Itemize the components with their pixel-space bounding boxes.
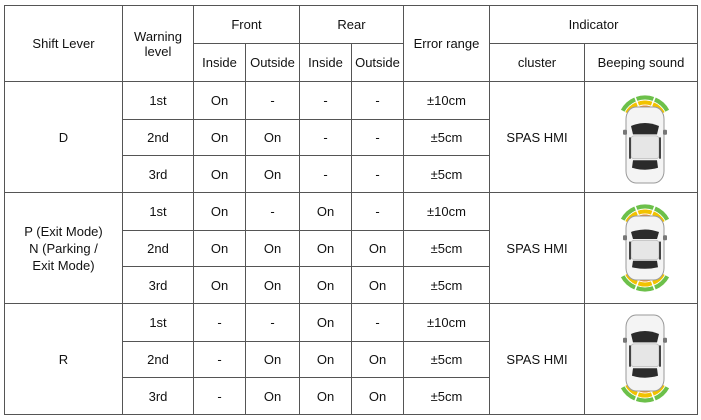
- cluster-cell: SPAS HMI: [490, 82, 585, 193]
- beeping-sound-indicator: [585, 82, 698, 193]
- cluster-cell: SPAS HMI: [490, 304, 585, 415]
- shift-lever-line: Exit Mode): [32, 257, 95, 273]
- warning-level-cell: 1st: [123, 82, 194, 120]
- error-range-cell: ±10cm: [404, 193, 490, 231]
- car-sensor-front-rear-icon: [585, 196, 698, 300]
- warning-level-cell: 2nd: [123, 342, 194, 378]
- front-outside-cell: On: [246, 267, 300, 304]
- header-cluster: cluster: [490, 44, 585, 82]
- car-top-view: [623, 315, 667, 391]
- rear-outside-cell: On: [352, 378, 404, 415]
- shift-lever-line: R: [58, 351, 69, 367]
- rear-outside-cell: On: [352, 267, 404, 304]
- rear-inside-cell: On: [300, 231, 352, 267]
- header-warning-level: Warning level: [123, 6, 194, 82]
- rear-outside-cell: -: [352, 193, 404, 231]
- rear-inside-cell: On: [300, 193, 352, 231]
- table-row: [5, 304, 698, 342]
- front-outside-cell: -: [246, 82, 300, 120]
- front-inside-cell: On: [194, 120, 246, 156]
- header-error-range: Error range: [404, 6, 490, 82]
- car-top-view: [623, 216, 667, 280]
- rear-inside-cell: -: [300, 82, 352, 120]
- error-range-cell: ±5cm: [404, 120, 490, 156]
- front-outside-cell: On: [246, 378, 300, 415]
- front-inside-cell: -: [194, 342, 246, 378]
- beeping-sound-indicator: [585, 304, 698, 415]
- header-front-inside: Inside: [194, 44, 246, 82]
- rear-inside-cell: -: [300, 120, 352, 156]
- header-rear-inside: Inside: [300, 44, 352, 82]
- rear-outside-cell: -: [352, 120, 404, 156]
- warning-level-cell: 3rd: [123, 156, 194, 193]
- shift-lever-line: P (Exit Mode): [24, 223, 103, 239]
- warning-level-cell: 1st: [123, 193, 194, 231]
- front-inside-cell: On: [194, 267, 246, 304]
- front-outside-cell: On: [246, 120, 300, 156]
- front-outside-cell: -: [246, 304, 300, 342]
- front-inside-cell: -: [194, 378, 246, 415]
- front-inside-cell: -: [194, 304, 246, 342]
- rear-inside-cell: -: [300, 156, 352, 193]
- error-range-cell: ±5cm: [404, 267, 490, 304]
- front-outside-cell: -: [246, 193, 300, 231]
- front-outside-cell: On: [246, 156, 300, 193]
- rear-outside-cell: -: [352, 304, 404, 342]
- sensor-warning-table: [4, 5, 698, 415]
- header-rear-outside: Outside: [352, 44, 404, 82]
- front-inside-cell: On: [194, 82, 246, 120]
- error-range-cell: ±5cm: [404, 342, 490, 378]
- header-beeping-sound: Beeping sound: [585, 44, 698, 82]
- header-rear: Rear: [300, 6, 404, 44]
- error-range-cell: ±5cm: [404, 156, 490, 193]
- front-outside-cell: On: [246, 231, 300, 267]
- rear-outside-cell: -: [352, 82, 404, 120]
- car-sensor-rear-icon: [585, 307, 698, 411]
- warning-level-cell: 1st: [123, 304, 194, 342]
- error-range-cell: ±5cm: [404, 378, 490, 415]
- table-row: [5, 193, 698, 231]
- rear-inside-cell: On: [300, 304, 352, 342]
- header-shift-lever: Shift Lever: [5, 6, 123, 82]
- shift-lever-cell: [5, 193, 123, 304]
- shift-lever-line: N (Parking /: [29, 240, 98, 256]
- warning-level-cell: 2nd: [123, 231, 194, 267]
- shift-lever-line: D: [58, 129, 69, 145]
- warning-level-cell: 2nd: [123, 120, 194, 156]
- rear-outside-cell: -: [352, 156, 404, 193]
- warning-level-cell: 3rd: [123, 267, 194, 304]
- rear-inside-cell: On: [300, 378, 352, 415]
- front-inside-cell: On: [194, 231, 246, 267]
- warning-level-cell: 3rd: [123, 378, 194, 415]
- cluster-cell: SPAS HMI: [490, 193, 585, 304]
- beeping-sound-indicator: [585, 193, 698, 304]
- car-top-view: [623, 107, 667, 183]
- header-front-outside: Outside: [246, 44, 300, 82]
- front-inside-cell: On: [194, 156, 246, 193]
- rear-inside-cell: On: [300, 267, 352, 304]
- front-outside-cell: On: [246, 342, 300, 378]
- rear-outside-cell: On: [352, 231, 404, 267]
- shift-lever-cell: [5, 82, 123, 193]
- car-sensor-front-icon: [585, 85, 698, 189]
- rear-inside-cell: On: [300, 342, 352, 378]
- header-front: Front: [194, 6, 300, 44]
- front-inside-cell: On: [194, 193, 246, 231]
- shift-lever-cell: [5, 304, 123, 415]
- error-range-cell: ±5cm: [404, 231, 490, 267]
- error-range-cell: ±10cm: [404, 82, 490, 120]
- header-indicator: Indicator: [490, 6, 698, 44]
- table-row: [5, 82, 698, 120]
- rear-outside-cell: On: [352, 342, 404, 378]
- error-range-cell: ±10cm: [404, 304, 490, 342]
